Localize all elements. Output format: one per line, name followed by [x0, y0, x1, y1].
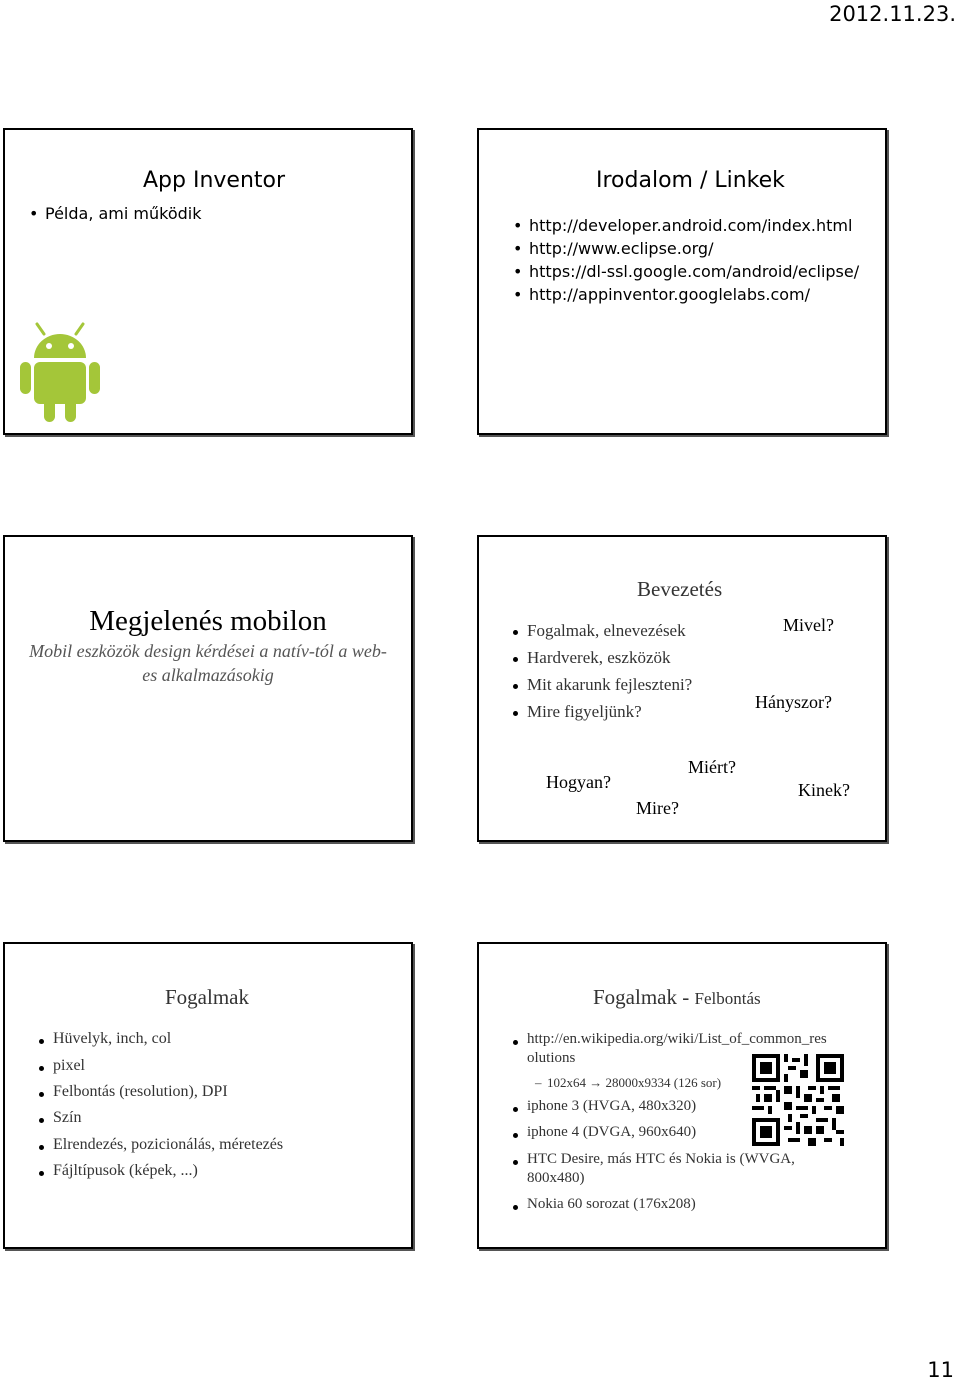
- bullet-item: Mire figyeljünk?: [527, 702, 642, 721]
- bullet-item: iphone 3 (HVGA, 480x320): [527, 1098, 697, 1114]
- question-label: Miért?: [688, 757, 736, 777]
- bullet-item: Szín: [53, 1109, 82, 1126]
- slide-fogalmak: [3, 942, 413, 1249]
- bullet-item: Nokia 60 sorozat (176x208): [527, 1196, 696, 1212]
- bullet-item: Felbontás (resolution), DPI: [53, 1083, 228, 1100]
- slide-title: Bevezetés: [637, 577, 723, 601]
- dash-icon: –: [535, 1075, 542, 1090]
- slide-subtitle-line1: Mobil eszközök design kérdései a natív-tól a web-: [29, 641, 387, 661]
- bullet-item: HTC Desire, más HTC és Nokia is (WVGA,: [527, 1151, 795, 1167]
- link-item[interactable]: • http://www.eclipse.org/: [529, 239, 713, 258]
- slide-title: [593, 985, 761, 1010]
- link-item[interactable]: • http://developer.android.com/index.html: [529, 216, 852, 235]
- question-label: Hogyan?: [546, 772, 611, 792]
- page-number: 11: [927, 1358, 954, 1382]
- slide-subtitle-line2: es alkalmazásokig: [142, 665, 274, 685]
- bullet-item: iphone 4 (DVGA, 960x640): [527, 1124, 697, 1140]
- bullet-item: Hardverek, eszközök: [527, 648, 671, 667]
- slide-title: App Inventor: [143, 168, 286, 193]
- slide-megjelenes-mobilon: [3, 535, 413, 842]
- slide-title-sub: Felbontás: [694, 989, 761, 1008]
- bullet-item: Hüvelyk, inch, col: [53, 1030, 172, 1047]
- slide-title: Irodalom / Linkek: [596, 168, 785, 193]
- bullet-item: • Példa, ami működik: [45, 204, 202, 223]
- android-robot-icon: [17, 322, 103, 422]
- link-item[interactable]: • http://appinventor.googlelabs.com/: [529, 285, 810, 304]
- slide-irodalom-linkek: [477, 128, 887, 435]
- link-item-cont[interactable]: olutions: [527, 1050, 576, 1066]
- slide-bevezetes: [477, 535, 887, 842]
- slide-title-separator: -: [677, 985, 695, 1009]
- bullet-item: Fogalmak, elnevezések: [527, 621, 686, 640]
- bullet-item: Fájltípusok (képek, ...): [53, 1162, 198, 1179]
- slide-title-main: Fogalmak: [593, 985, 677, 1009]
- link-item[interactable]: • https://dl-ssl.google.com/android/eclipse/: [529, 262, 859, 281]
- bullet-item-cont: 800x480): [527, 1170, 585, 1186]
- bullet-item: pixel: [53, 1057, 85, 1074]
- question-label: Kinek?: [798, 780, 850, 800]
- qr-code-icon: [752, 1054, 844, 1146]
- question-label: Mivel?: [783, 615, 834, 635]
- slide-app-inventor: [3, 128, 413, 435]
- page-date: 2012.11.23.: [829, 2, 956, 26]
- bullet-item: Elrendezés, pozicionálás, méretezés: [53, 1136, 284, 1153]
- slide-fogalmak-felbontas: [477, 942, 887, 1249]
- slide-title: Fogalmak: [165, 985, 249, 1009]
- link-item[interactable]: http://en.wikipedia.org/wiki/List_of_common_res: [527, 1031, 827, 1047]
- slide-title: Megjelenés mobilon: [89, 605, 327, 637]
- question-label: Hányszor?: [755, 692, 832, 712]
- bullet-item: Mit akarunk fejleszteni?: [527, 675, 693, 694]
- question-label: Mire?: [636, 798, 679, 818]
- sub-item: 102x64 → 28000x9334 (126 sor): [547, 1075, 722, 1090]
